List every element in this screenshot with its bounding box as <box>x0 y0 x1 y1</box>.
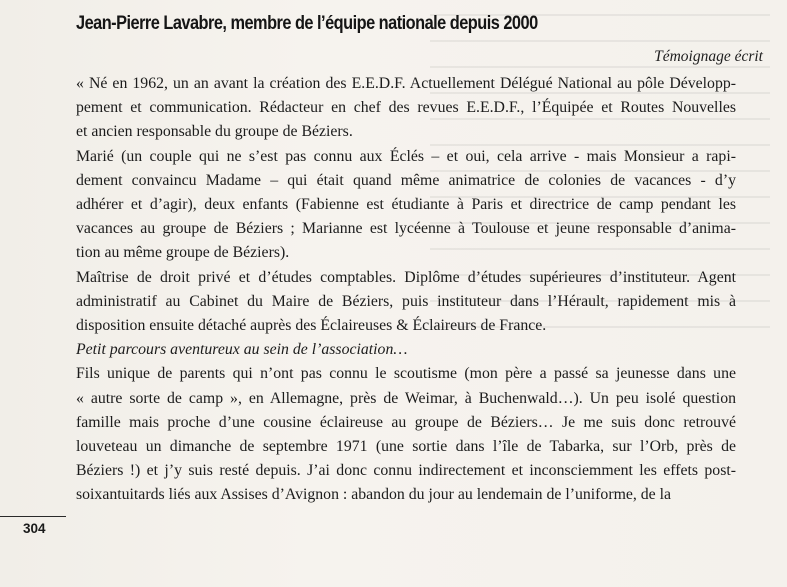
text-line: soixantuitards liés aux Assises d’Avignon : abandon du jour au lendemain de l’uniforme, de la <box>76 486 672 504</box>
text-line: louveteau un dimanche de septembre 1971 (une sortie dans l’île de Tabarka, sur l’Orb, près de <box>76 438 736 456</box>
text-line: Maîtrise de droit privé et d’études comptables. Diplôme d’études supérieures d’instituteur. Agent <box>76 268 736 286</box>
text-line: tion au même groupe de Béziers). <box>76 244 290 262</box>
paragraph <box>76 145 736 266</box>
text-line: Fils unique de parents qui n’ont pas connu le scoutisme (mon père a passé sa jeunesse dans une <box>76 365 736 383</box>
text-line: vacances au groupe de Béziers ; Marianne est lycéenne à Toulouse et jeune responsable d’anima- <box>76 220 736 238</box>
text-line: Petit parcours aventureux au sein de l’association… <box>76 341 408 359</box>
section-title: Jean-Pierre Lavabre, membre de l’équipe nationale depuis 2000 <box>76 13 538 34</box>
text-line: disposition ensuite détaché auprès des Éclaireuses & Éclaireurs de France. <box>76 317 547 335</box>
text-line: « Né en 1962, un an avant la création des E.E.D.F. Actuellement Délégué National au pôle Développ- <box>76 75 736 92</box>
paragraph <box>76 266 736 339</box>
text-line: Marié (un couple qui ne s’est pas connu aux Éclés – et oui, cela arrive - mais Monsieur a rapi- <box>76 147 736 165</box>
page-number: 304 <box>23 521 46 536</box>
text-line: « autre sorte de camp », en Allemagne, près de Weimar, à Buchenwald…). Un peu isolé question <box>76 389 736 407</box>
italic-paragraph <box>76 338 736 362</box>
body-text <box>76 72 736 508</box>
text-line: et ancien responsable du groupe de Béziers. <box>76 123 353 141</box>
text-line: administratif au Cabinet du Maire de Béziers, puis instituteur dans l’Hérault, rapidement mis à <box>76 292 736 310</box>
paragraph <box>76 72 736 145</box>
text-line: dement convaincu Madame – qui était quand même animatrice de colonies de vacances - d’y <box>76 171 736 189</box>
text-line: famille mais proche d’une cousine éclaireuse au groupe de Béziers… Je me suis donc retrouvé <box>76 413 736 431</box>
testimony-label: Témoignage écrit <box>654 48 763 65</box>
paragraph <box>76 362 736 507</box>
text-line: pement et communication. Rédacteur en chef des revues E.E.D.F., l’Équipée et Routes Nouvelles <box>76 99 736 117</box>
text-line: Béziers !) et j’y suis resté depuis. J’ai donc connu indirectement et inconsciemment les effets post- <box>76 462 736 480</box>
text-line: adhérer et d’agir), deux enfants (Fabienne est étudiante à Paris et directrice de camp pendant les <box>76 196 736 214</box>
folio-rule <box>0 516 66 517</box>
